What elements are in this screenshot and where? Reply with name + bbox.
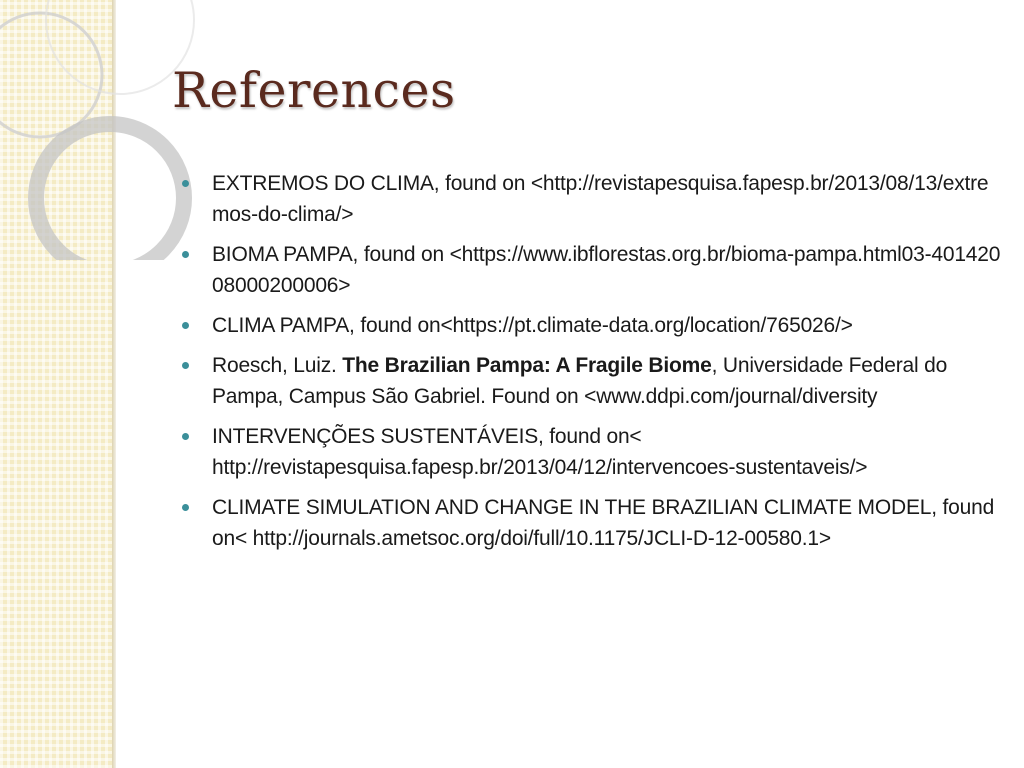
bullet-icon — [182, 362, 189, 369]
reference-item — [212, 350, 1002, 412]
bullet-icon — [182, 433, 189, 440]
reference-text: EXTREMOS DO CLIMA, found on <http://revistapesquisa.fapesp.br/2013/08/13/extremos-do-clima/> — [212, 172, 989, 226]
reference-details: , Universidade Federal do Pampa, Campus São Gabriel. Found on <www.ddpi.com/journal/diversity — [212, 354, 948, 408]
reference-item — [212, 239, 1002, 301]
reference-text: CLIMATE SIMULATION AND CHANGE IN THE BRAZILIAN CLIMATE MODEL, found on< http://journals.ametsoc.org/doi/full/10.1175/JCLI-D-12-00580.1> — [212, 496, 995, 550]
page-title: References — [172, 62, 456, 119]
bullet-icon — [182, 251, 189, 258]
reference-item — [212, 421, 1002, 483]
bullet-icon — [182, 322, 189, 329]
reference-item — [212, 310, 1002, 341]
reference-item — [212, 492, 1002, 554]
references-list — [212, 168, 1002, 563]
side-panel-border — [112, 0, 116, 768]
decorative-side-panel — [0, 0, 112, 768]
reference-text: INTERVENÇÕES SUSTENTÁVEIS, found on< http://revistapesquisa.fapesp.br/2013/04/12/intervencoes-sustentaveis/> — [212, 425, 868, 479]
reference-author: Roesch, Luiz. — [212, 354, 343, 377]
reference-text: BIOMA PAMPA, found on <https://www.ibflorestas.org.br/bioma-pampa.html03-40142008000200006> — [212, 243, 1001, 297]
reference-title: The Brazilian Pampa: A Fragile Biome — [342, 354, 712, 377]
reference-text: CLIMA PAMPA, found on<https://pt.climate-data.org/location/765026/> — [212, 314, 853, 337]
bullet-icon — [182, 180, 189, 187]
reference-item — [212, 168, 1002, 230]
bullet-icon — [182, 504, 189, 511]
